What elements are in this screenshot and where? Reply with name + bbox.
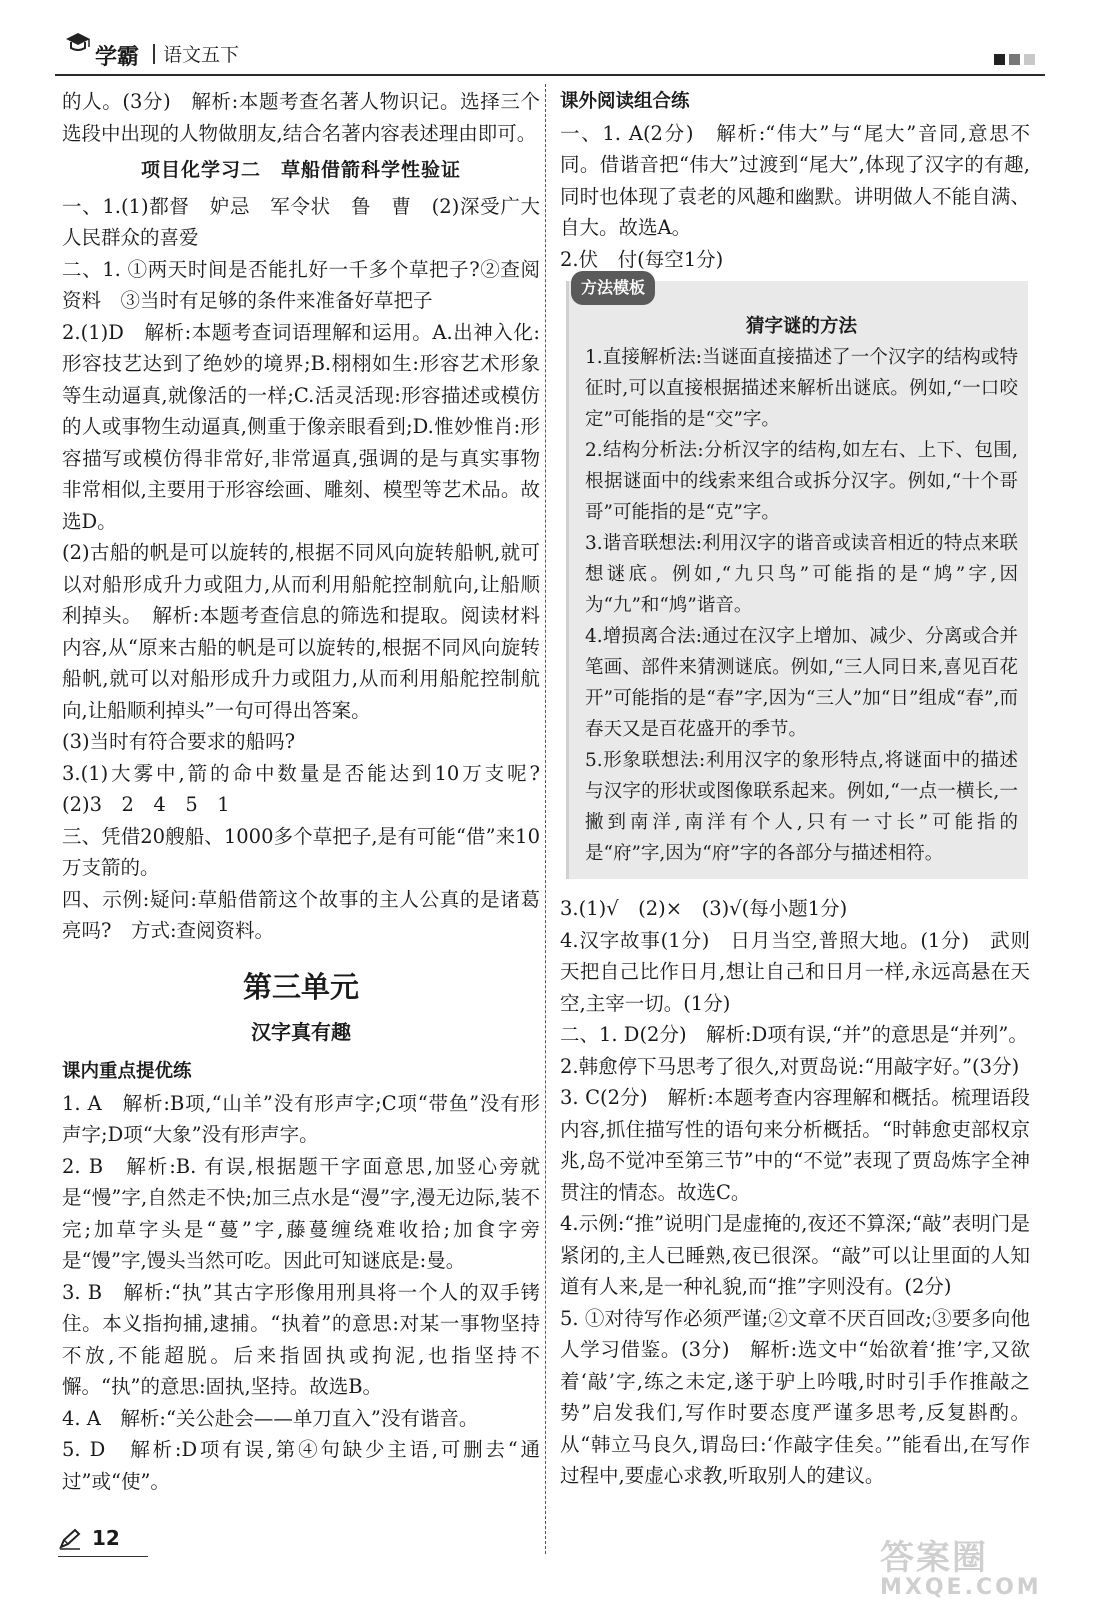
watermark-url: MXQE.COM bbox=[880, 1575, 1042, 1600]
answer-paragraph: 一、1.(1)都督 妒忌 军令状 鲁 曹 (2)深受广大人民群众的喜爱 bbox=[62, 194, 540, 249]
subject-label: 语文五下 bbox=[163, 44, 240, 66]
section-heading: 课内重点提优练 bbox=[62, 1061, 192, 1082]
header-squares bbox=[994, 54, 1035, 65]
answer-paragraph: 3. B 解析:“执”其古字形像用刑具将一个人的双手铐住。本义指拘捕,逮捕。“执着”的意思:对某一事物坚持不放,不能超脱。后来指固执或拘泥,也指坚持不懈。“执”的意思:固执,坚持。故选B。 bbox=[62, 1280, 540, 1398]
answer-paragraph: 5. D 解析:D项有误,第④句缺少主语,可删去“通过”或“使”。 bbox=[62, 1438, 540, 1493]
lesson-title: 汉字真有趣 bbox=[251, 1019, 351, 1044]
watermark bbox=[880, 1540, 1090, 1600]
project-title: 项目化学习二 草船借箭科学性验证 bbox=[140, 159, 461, 181]
answer-paragraph: 2.(1)D 解析:本题考查词语理解和运用。A.出神入化:形容技艺达到了绝妙的境界;B.栩栩如生:形容艺术形象等生动逼真,就像活的一样;C.活灵活现:形容描述或模仿的人或事物生动逼真,侧重于像亲眼看到;D.惟妙惟肖:形容描写或模仿得非常好,非常逼真,强调的是与真实事物非常相似,主要用于形容绘画、雕刻、模型等艺术品。故选D。 bbox=[62, 320, 540, 533]
graduation-cap-icon bbox=[65, 30, 91, 56]
method-item: 5.形象联想法:利用汉字的象形特点,将谜面中的描述与汉字的形状或图像联系起来。例如,“一点一横长,一撇到南洋,南洋有个人,只有一寸长”可能指的是“府”字,因为“府”字的各部分与描述相符。 bbox=[585, 750, 1018, 864]
section-heading: 课外阅读组合练 bbox=[560, 91, 690, 112]
brand-logo: 学霸 bbox=[95, 45, 140, 70]
answer-paragraph: 3. C(2分) 解析:本题考查内容理解和概括。梳理语段内容,抓住描写性的语句来分析概括。“时韩愈吏部权京兆,岛不觉冲至第三节”中的“不觉”表现了贾岛炼字全神贯注的情态。故选C。 bbox=[560, 1086, 1030, 1204]
answer-paragraph: 一、1. A(2分) 解析:“伟大”与“尾大”音同,意思不同。借谐音把“伟大”过渡到“尾大”,体现了汉字的有趣,同时也体现了袁老的风趣和幽默。讲明做人不能自满、自大。故选A。 bbox=[560, 121, 1030, 239]
answer-paragraph: 1. A 解析:B项,“山羊”没有形声字;C项“带鱼”没有形声字;D项“大象”没有形声字。 bbox=[62, 1091, 540, 1146]
method-item: 2.结构分析法:分析汉字的结构,如左右、上下、包围,根据谜面中的线索来组合或拆分汉字。例如,“十个哥哥”可能指的是“克”字。 bbox=[585, 440, 1018, 523]
answer-paragraph: (2)古船的帆是可以旋转的,根据不同风向旋转船帆,就可以对船形成升力或阻力,从而利用船舵控制航向,让船顺利掉头。 解析:本题考查信息的筛选和提取。阅读材料内容,从“原来古船的帆是可以旋转的,根据不同风向旋转船帆,就可以对船形成升力或阻力,从而利用船舵控制航向,让船顺利掉头”一句可得出答案。 bbox=[62, 541, 540, 722]
answer-paragraph: 3.(1)大雾中,箭的命中数量是否能达到10万支呢? (2)3 2 4 5 1 bbox=[62, 761, 560, 816]
method-template-box bbox=[566, 278, 1028, 879]
answer-paragraph: 5. ①对待写作必须严谨;②文章不厌百回改;③要多向他人学习借鉴。(3分) 解析:选文中“始欲着‘推’字,又欲着‘敲’字,练之未定,遂于驴上吟哦,时时引手作推敲之势”启发我们,写作时要态度严谨多思考,反复斟酌。从“韩立马良久,谓岛曰:‘作敲字佳矣。’”能看出,在写作过程中,要虚心求教,听取别人的建议。 bbox=[560, 1306, 1030, 1487]
answer-paragraph: 3.(1)√ (2)× (3)√(每小题1分) bbox=[560, 897, 848, 920]
answer-paragraph: 三、凭借20艘船、1000多个草把子,是有可能“借”来10万支箭的。 bbox=[62, 824, 540, 879]
square-dark bbox=[994, 54, 1005, 65]
answer-paragraph: 四、示例:疑问:草船借箭这个故事的主人公真的是诸葛亮吗? 方式:查阅资料。 bbox=[62, 887, 540, 942]
answer-paragraph: (3)当时有符合要求的船吗? bbox=[62, 730, 296, 753]
answer-paragraph: 4.示例:“推”说明门是虚掩的,夜还不算深;“敲”表明门是紧闭的,主人已睡熟,夜已很深。“敲”可以让里面的人知道有人来,是一种礼貌,而“推”字则没有。(2分) bbox=[560, 1212, 1030, 1298]
answer-paragraph: 2. B 解析:B. 有误,根据题干字面意思,加竖心旁就是“慢”字,自然走不快;加三点水是“漫”字,漫无边际,装不完;加草字头是“蔓”字,藤蔓缠绕难收拾;加食字旁是“馒”字,馒头当然可吃。因此可知谜底是:曼。 bbox=[62, 1154, 540, 1272]
answer-paragraph: 二、1. D(2分) 解析:D项有误,“并”的意思是“并列”。 bbox=[560, 1023, 1028, 1046]
answer-paragraph: 的人。(3分) 解析:本题考查名著人物识记。选择三个选段中出现的人物做朋友,结合名著内容表述理由即可。 bbox=[62, 90, 540, 145]
method-item: 1.直接解析法:当谜面直接描述了一个汉字的结构或特征时,可以直接根据描述来解析出谜底。例如,“一口咬定”可能指的是“交”字。 bbox=[585, 347, 1018, 430]
page-footer bbox=[58, 1520, 148, 1557]
column-divider bbox=[545, 84, 547, 1554]
square-light bbox=[1024, 54, 1035, 65]
header-divider bbox=[153, 44, 155, 64]
pencil-icon bbox=[58, 1528, 82, 1550]
answer-paragraph: 2.伏 付(每空1分) bbox=[560, 247, 724, 271]
unit-title: 第三单元 bbox=[242, 969, 359, 1004]
answer-paragraph: 4.汉字故事(1分) 日月当空,普照大地。(1分) 武则天把自己比作日月,想让自己和日月一样,永远高悬在天空,主宰一切。(1分) bbox=[560, 928, 1030, 1015]
right-column bbox=[560, 86, 1030, 1492]
method-title: 猜字谜的方法 bbox=[745, 316, 857, 337]
method-item: 4.增损离合法:通过在汉字上增加、减少、分离或合并笔画、部件来猜测谜底。例如,“三人同日来,喜见百花开”可能指的是“春”字,因为“三人”加“日”组成“春”,而春天又是百花盛开的季节。 bbox=[585, 626, 1018, 740]
method-item: 3.谐音联想法:利用汉字的谐音或读音相近的特点来联想谜底。例如,“九只鸟”可能指的是“鸠”字,因为“九”和“鸠”谐音。 bbox=[585, 533, 1018, 616]
left-column bbox=[62, 86, 560, 1497]
page-header bbox=[55, 18, 1045, 76]
square-mid bbox=[1009, 54, 1020, 65]
answer-paragraph: 4. A 解析:“关公赴会——单刀直入”没有谐音。 bbox=[62, 1406, 479, 1430]
answer-paragraph: 二、1. ①两天时间是否能扎好一千多个草把子?②查阅资料 ③当时有足够的条件来准备好草把子 bbox=[62, 257, 540, 312]
watermark-logo: 答案圈 bbox=[880, 1538, 988, 1578]
method-tag: 方法模板 bbox=[571, 271, 655, 305]
page-number: 12 bbox=[92, 1526, 120, 1550]
answer-paragraph: 2.韩愈停下马思考了很久,对贾岛说:“用敲字好。”(3分) bbox=[560, 1054, 1020, 1078]
